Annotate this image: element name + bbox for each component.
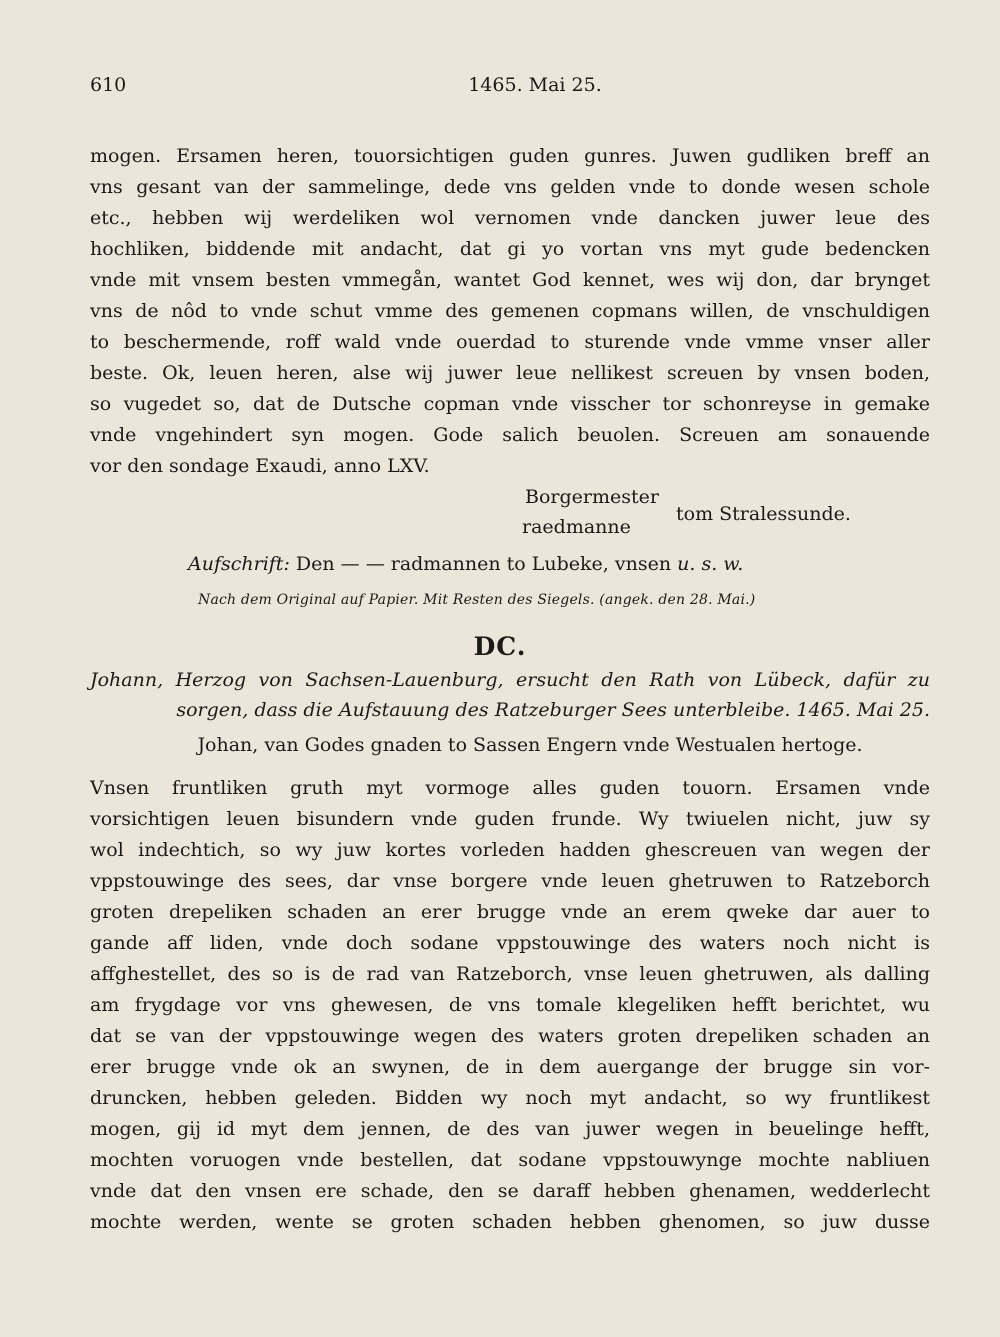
- document-number: DC.: [473, 632, 527, 661]
- text-line: wol indechtich, so wy juw kortes vorleden hadden ghescreuen van wegen der: [90, 839, 930, 861]
- text-line: Vnsen fruntliken gruth myt vormoge alles guden touorn. Ersamen vnde: [90, 777, 930, 799]
- text-line: hochliken, biddende mit andacht, dat gi yo vortan vns myt gude bedencken: [90, 238, 930, 260]
- text-line: vns de nôd to vnde schut vmme des gemenen copmans willen, de vnschuldigen: [90, 300, 930, 322]
- text-line: vnde mit vnsem besten vmmegån, wantet God kennet, wes wij don, dar brynget: [90, 269, 930, 291]
- document-summary: [90, 665, 930, 725]
- sender-line: Johan, van Godes gnaden to Sassen Engern vnde Westualen hertoge.: [197, 734, 863, 756]
- text-line: dat se van der vppstouwinge wegen des waters groten drepeliken schaden an: [90, 1025, 930, 1047]
- text-line: mogen, gij id myt dem jennen, de des van juwer wegen in beuelinge hefft,: [90, 1118, 930, 1140]
- text-line: erer brugge vnde ok an swynen, de in dem auergange der brugge sin vor-: [90, 1056, 930, 1078]
- page-number: 610: [90, 74, 127, 96]
- running-title: 1465. Mai 25.: [468, 74, 602, 96]
- text-line: mochte werden, wente se groten schaden hebben ghenomen, so juw dusse: [90, 1211, 930, 1233]
- text-line: mochten voruogen vnde bestellen, dat sodane vppstouwynge mochte nabliuen: [90, 1149, 930, 1171]
- letter-main-text: [90, 773, 930, 1238]
- text-line: vns gesant van der sammelinge, dede vns gelden vnde to donde wesen schole: [90, 176, 930, 198]
- text-line: vorsichtigen leuen bisundern vnde guden frunde. Wy twiuelen nicht, juw sy: [90, 808, 930, 830]
- address-line: [188, 553, 743, 575]
- text-line: gande aff liden, vnde doch sodane vppstouwinge des waters noch nicht is: [90, 932, 930, 954]
- text-line: mogen. Ersamen heren, touorsichtigen guden gunres. Juwen gudliken breff an: [90, 145, 930, 167]
- text-line: to beschermende, roff wald vnde ouerdad to sturende vnde vmme vnser aller: [90, 331, 930, 353]
- address-text: Den — — radmannen to Lubeke, vnsen: [295, 553, 672, 575]
- text-line: vppstouwinge des sees, dar vnse borgere vnde leuen ghetruwen to Ratzeborch: [90, 870, 930, 892]
- page-header: [90, 74, 920, 104]
- signature-line-2: raedmanne: [522, 516, 631, 538]
- text-line: so vugedet so, dat de Dutsche copman vnde visscher tor schonreyse in gemake: [90, 393, 930, 415]
- text-line: druncken, hebben geleden. Bidden wy noch myt andacht, so wy fruntlikest: [90, 1087, 930, 1109]
- text-line: groten drepeliken schaden an erer brugge vnde an erem qweke dar auer to: [90, 901, 930, 923]
- source-note: Nach dem Original auf Papier. Mit Resten des Siegels. (angek. den 28. Mai.): [198, 592, 756, 608]
- text-line: etc., hebben wij werdeliken wol vernomen vnde dancken juwer leue des: [90, 207, 930, 229]
- text-line: vnde vngehindert syn mogen. Gode salich beuolen. Screuen am sonauende: [90, 424, 930, 446]
- letter-prev-text: [90, 141, 930, 482]
- address-label: Aufschrift:: [188, 553, 290, 575]
- signature-place: tom Stralessunde.: [676, 503, 851, 525]
- text-line: beste. Ok, leuen heren, alse wij juwer leue nellikest screuen by vnsen boden,: [90, 362, 930, 384]
- summary-line: Johann, Herzog von Sachsen-Lauenburg, ersucht den Rath von Lübeck, dafür zu: [90, 669, 930, 691]
- address-abbr: u. s. w.: [677, 553, 744, 575]
- signature-line-1: Borgermester: [525, 486, 659, 508]
- text-line: vnde dat den vnsen ere schade, den se daraff hebben ghenamen, wedderlecht: [90, 1180, 930, 1202]
- text-line: vor den sondage Exaudi, anno LXV.: [90, 455, 430, 477]
- text-line: am frygdage vor vns ghewesen, de vns tomale klegeliken hefft berichtet, wu: [90, 994, 930, 1016]
- summary-line: sorgen, dass die Aufstauung des Ratzeburger Sees unterbleibe. 1465. Mai 25.: [176, 699, 930, 721]
- text-line: affghestellet, des so is de rad van Ratzeborch, vnse leuen ghetruwen, als dalling: [90, 963, 930, 985]
